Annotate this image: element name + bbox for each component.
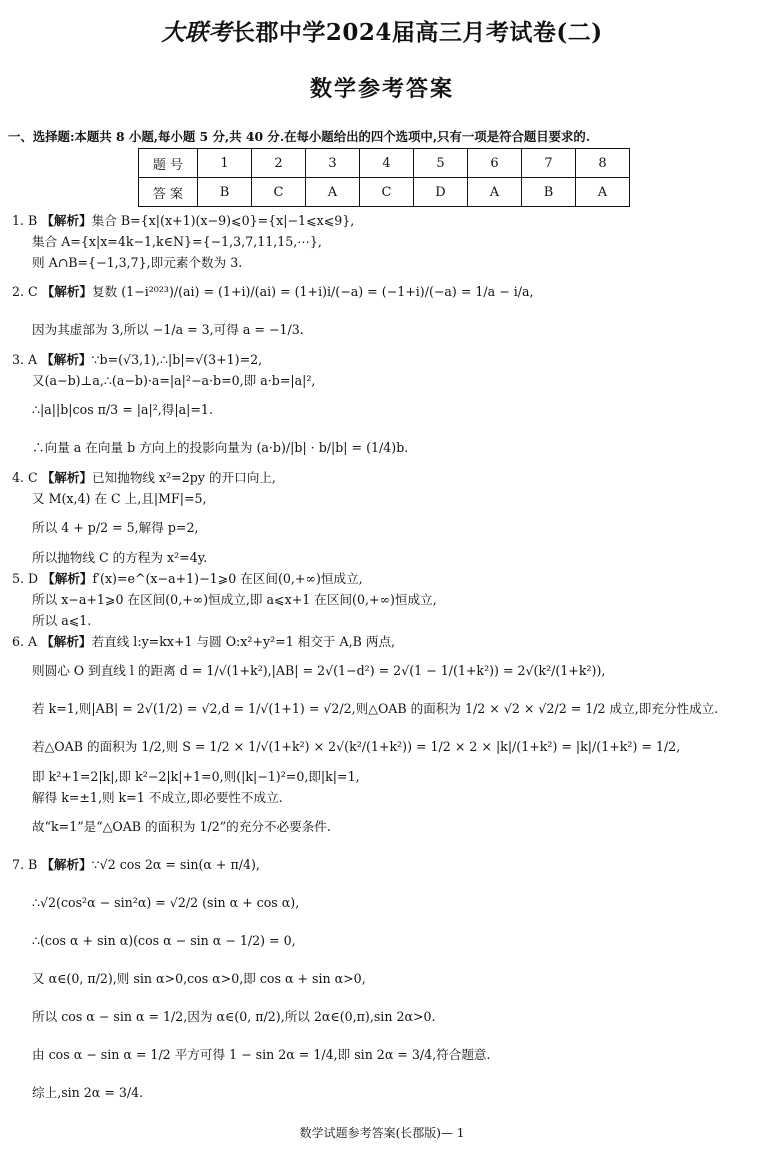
answer-cell: C [252,178,306,207]
solution-text: 所以 x−a+1⩾0 在区间(0,+∞)恒成立,即 a⩽x+1 在区间(0,+∞)恒成立, [32,592,437,607]
question-number-cell: 5 [414,149,468,178]
question-4-number: 4. C [12,470,38,485]
question-number-cell: 2 [252,149,306,178]
solution-text: 集合 B={x|(x+1)(x−9)⩽0}={x|−1⩽x⩽9}, [91,213,355,228]
solution-text: 所以 a⩽1. [32,613,92,628]
question-1-number: 1. B [12,213,38,228]
question-number-cell: 8 [576,149,630,178]
brand-logo-text: 大联考 [161,19,232,46]
question-number-cell: 6 [468,149,522,178]
solution-text: ∴向量 a 在向量 b 方向上的投影向量为 (a·b)/|b| · b/|b| = (1/4)b. [32,440,409,455]
answer-table-number-row [139,149,630,178]
question-number-cell: 4 [360,149,414,178]
exam-title-text: 长郡中学2024届高三月考试卷(二) [231,19,603,46]
solution-1-line [12,210,757,231]
answer-cell: A [468,178,522,207]
analysis-tag: 【解析】 [41,470,93,485]
question-number-cell: 7 [522,149,576,178]
analysis-tag: 【解析】 [41,213,92,228]
analysis-tag: 【解析】 [41,352,92,367]
answer-cell: A [576,178,630,207]
solution-text: 又 M(x,4) 在 C 上,且|MF|=5, [32,491,207,506]
solution-text: 综上,sin 2α = 3/4. [32,1085,144,1100]
question-7-number: 7. B [12,857,38,872]
solution-text: 由 cos α − sin α = 1/2 平方可得 1 − sin 2α = 1/4,即 sin 2α = 3/4,符合题意. [32,1047,491,1062]
answer-cell: B [522,178,576,207]
solutions [12,210,757,1112]
solution-text: 又 α∈(0, π/2),则 sin α>0,cos α>0,即 cos α + sin α>0, [32,971,366,986]
question-2-number: 2. C [12,284,38,299]
solution-text: 复数 (1−i²⁰²³)/(ai) = (1+i)/(ai) = (1+i)i/(−a) = (−1+i)/(−a) = 1/a − i/a, [92,284,534,299]
answer-table-answer-row [139,178,630,207]
solution-text: 故“k=1”是“△OAB 的面积为 1/2”的充分不必要条件. [32,819,331,834]
solution-text: 则圆心 O 到直线 l 的距离 d = 1/√(1+k²),|AB| = 2√(1−d²) = 2√(1 − 1/(1+k²)) = 2√(k²/(1+k²)), [32,663,606,678]
row-label-answer: 答 案 [139,178,198,207]
solution-3-line [12,349,757,370]
solution-text: 因为其虚部为 3,所以 −1/a = 3,可得 a = −1/3. [32,322,304,337]
solution-7-line [12,846,757,884]
analysis-tag: 【解析】 [42,571,93,586]
analysis-tag: 【解析】 [41,634,92,649]
page-footer: 数学试题参考答案(长郡版)— 1 [299,1126,465,1140]
analysis-tag: 【解析】 [41,284,93,299]
solution-6-line [12,631,757,652]
question-number-cell: 1 [198,149,252,178]
question-5-number: 5. D [12,571,39,586]
solution-4-line [12,467,757,488]
solution-2-line [12,273,757,311]
solution-text: 若 k=1,则|AB| = 2√(1/2) = √2,d = 1/√(1+1) = √2/2,则△OAB 的面积为 1/2 × √2 × √2/2 = 1/2 成立,即充分性成立. [32,701,719,716]
solution-text: ∵b=(√3,1),∴|b|=√(3+1)=2, [91,352,263,367]
question-3-number: 3. A [12,352,38,367]
answer-cell: B [198,178,252,207]
solution-text: 集合 A={x|x=4k−1,k∈N}={−1,3,7,11,15,⋯}, [32,234,322,249]
solution-text: 所以 4 + p/2 = 5,解得 p=2, [32,520,199,535]
solution-text: 又(a−b)⊥a,∴(a−b)·a=|a|²−a·b=0,即 a·b=|a|², [32,373,316,388]
solution-text: 所以抛物线 C 的方程为 x²=4y. [32,550,208,565]
solution-text: 则 A∩B={−1,3,7},即元素个数为 3. [32,255,243,270]
solution-text: 若直线 l:y=kx+1 与圆 O:x²+y²=1 相交于 A,B 两点, [91,634,396,649]
solution-5-line [12,568,757,589]
page-subtitle: 数学参考答案 [309,76,454,102]
row-label-number: 题 号 [139,149,198,178]
solution-text: 解得 k=±1,则 k=1 不成立,即必要性不成立. [32,790,283,805]
question-6-number: 6. A [12,634,38,649]
solution-text: 若△OAB 的面积为 1/2,则 S = 1/2 × 1/√(1+k²) × 2√(k²/(1+k²)) = 1/2 × 2 × |k|/(1+k²) = |k|/(1+k²) = 1/2, [32,739,681,754]
answer-cell: C [360,178,414,207]
question-number-cell: 3 [306,149,360,178]
analysis-tag: 【解析】 [41,857,92,872]
solution-text: ∴(cos α + sin α)(cos α − sin α − 1/2) = 0, [32,933,296,948]
solution-text: 即 k²+1=2|k|,即 k²−2|k|+1=0,则(|k|−1)²=0,即|k|=1, [32,769,360,784]
solution-text: ∴|a||b|cos π/3 = |a|²,得|a|=1. [32,402,213,417]
answer-cell: A [306,178,360,207]
solution-text: ∴√2(cos²α − sin²α) = √2/2 (sin α + cos α), [32,895,300,910]
section-heading: 一、选择题:本题共 8 小题,每小题 5 分,共 40 分.在每小题给出的四个选项中,只有一项是符合题目要求的. [8,129,591,144]
exam-title [0,14,764,47]
solution-text: 所以 cos α − sin α = 1/2,因为 α∈(0, π/2),所以 2α∈(0,π),sin 2α>0. [32,1009,436,1024]
solution-text: 已知抛物线 x²=2py 的开口向上, [92,470,276,485]
answer-table [138,148,630,207]
solution-text: ∵√2 cos 2α = sin(α + π/4), [91,857,260,872]
answer-cell: D [414,178,468,207]
solution-text: f′(x)=e^(x−a+1)−1⩾0 在区间(0,+∞)恒成立, [92,571,363,586]
